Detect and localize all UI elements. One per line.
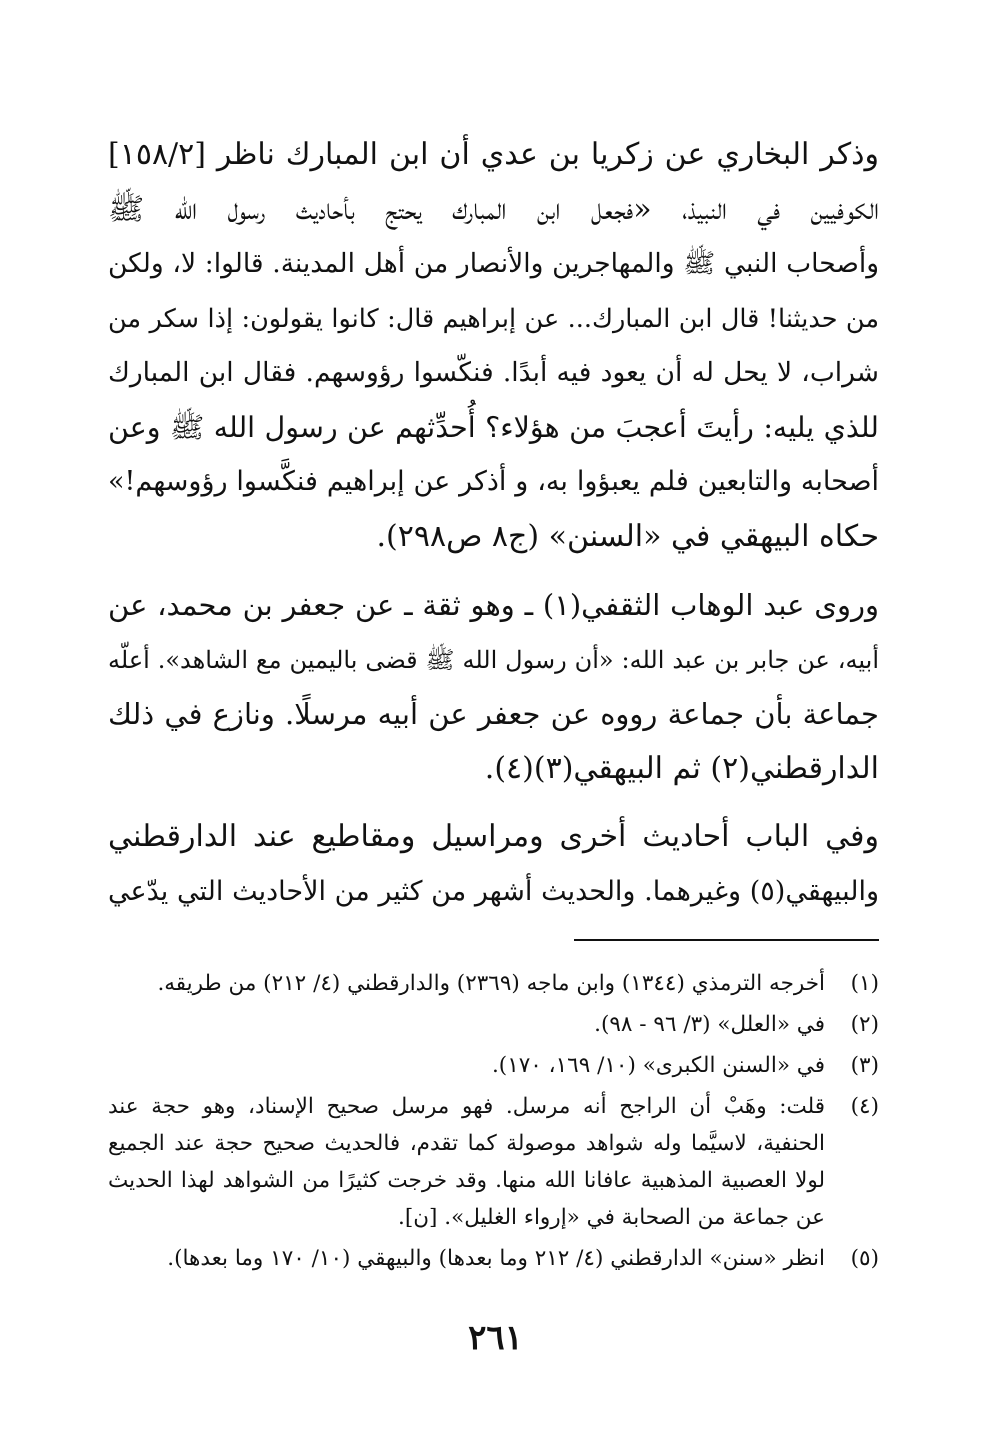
page-number: ٢٦١: [468, 1318, 523, 1358]
text-line: والبيهقي(٥) وغيرهما. والحديث أشهر من كثير من الأحاديث التي يدّعي: [108, 875, 879, 907]
footnote-number: (١): [850, 971, 879, 996]
footnote-number: (٣): [850, 1053, 879, 1078]
footnote-text: [108, 1240, 825, 1277]
text-line: وروى عبد الوهاب الثقفي(١) ـ وهو ثقة ـ عن جعفر بن محمد، عن: [108, 588, 879, 622]
footnote-line: في «العلل» (٣/ ٩٦ - ٩٨).: [594, 1012, 825, 1037]
footnote-text: [108, 965, 825, 1002]
footnote-text: [108, 1006, 825, 1043]
text-line: للذي يليه: رأيتَ أعجبَ من هؤلاء؟ أُحدِّثهم عن رسول الله ﷺ وعن: [108, 410, 879, 444]
text-line: الكوفيين في النبيذ، «فجعل ابن المبارك يحتج بأحاديث رسول الله ﷺ: [108, 191, 879, 227]
footnote-separator: [574, 939, 879, 941]
footnote-line: أخرجه الترمذي (١٣٤٤) وابن ماجه (٢٣٦٩) والدارقطني (٤/ ٢١٢) من طريقه.: [157, 971, 825, 996]
footnotes: [108, 965, 879, 1277]
main-text: [108, 128, 879, 919]
text-line: وفي الباب أحاديث أخرى ومراسيل ومقاطيع عند الدارقطني: [108, 819, 879, 854]
paragraph-3: [108, 810, 879, 919]
text-line: شراب، لا يحل له أن يعود فيه أبدًا. فنكّسوا رؤوسهم. فقال ابن المبارك: [108, 357, 879, 388]
footnote-2: [108, 1006, 879, 1043]
footnote-5: [108, 1240, 879, 1277]
footnote-number: (٤): [850, 1094, 879, 1119]
footnote-line: الحنفية، لاسيَّما وله شواهد موصولة كما تقدم، فالحديث صحيح حجة عند الجميع: [108, 1131, 825, 1156]
footnote-number: (٥): [850, 1246, 879, 1271]
footnote-line: في «السنن الكبرى» (١٠/ ١٦٩، ١٧٠).: [491, 1053, 825, 1078]
text-line: أصحابه والتابعين فلم يعبؤوا به، و أذكر عن إبراهيم فنكَّسوا رؤوسهم!»: [108, 466, 879, 497]
text-line: حكاه البيهقي في «السنن» (ج٨ ص٢٩٨).: [376, 518, 879, 554]
text-line: جماعة بأن جماعة رووه عن جعفر عن أبيه مرسلًا. ونازع في ذلك: [108, 697, 879, 731]
footnote-text: [108, 1088, 825, 1236]
text-line: وذكر البخاري عن زكريا بن عدي أن ابن المبارك ناظر [١٥٨/٢]: [108, 137, 879, 172]
footnote-number: (٢): [850, 1012, 879, 1037]
text-line: من حديثنا! قال ابن المبارك... عن إبراهيم قال: كانوا يقولون: إذا سكر من: [108, 303, 879, 334]
footnote-line: لولا العصبية المذهبية عافانا الله منها. وقد خرجت كثيرًا من الشواهد لهذا الحديث: [108, 1168, 825, 1193]
footnote-3: [108, 1047, 879, 1084]
text-line: أبيه، عن جابر بن عبد الله: «أن رسول الله ﷺ قضى باليمين مع الشاهد». أعلّه: [108, 645, 879, 674]
footnote-1: [108, 965, 879, 1002]
footnote-4: [108, 1088, 879, 1236]
paragraph-2: [108, 578, 879, 796]
text-line: الدارقطني(٢) ثم البيهقي(٣)(٤).: [484, 750, 879, 786]
footnote-line: قلت: وهَبْ أن الراجح أنه مرسل. فهو مرسل صحيح الإسناد، وهو حجة عند: [108, 1094, 825, 1119]
footnote-text: [108, 1047, 825, 1084]
footnote-line: انظر «سنن» الدارقطني (٤/ ٢١٢ وما بعدها) والبيهقي (١٠/ ١٧٠ وما بعدها).: [167, 1246, 825, 1271]
text-line: وأصحاب النبي ﷺ والمهاجرين والأنصار من أهل المدينة. قالوا: لا، ولكن: [108, 248, 879, 279]
footnote-line: عن جماعة من الصحابة في «إرواء الغليل». [ن].: [398, 1205, 825, 1230]
paragraph-1: [108, 128, 879, 564]
